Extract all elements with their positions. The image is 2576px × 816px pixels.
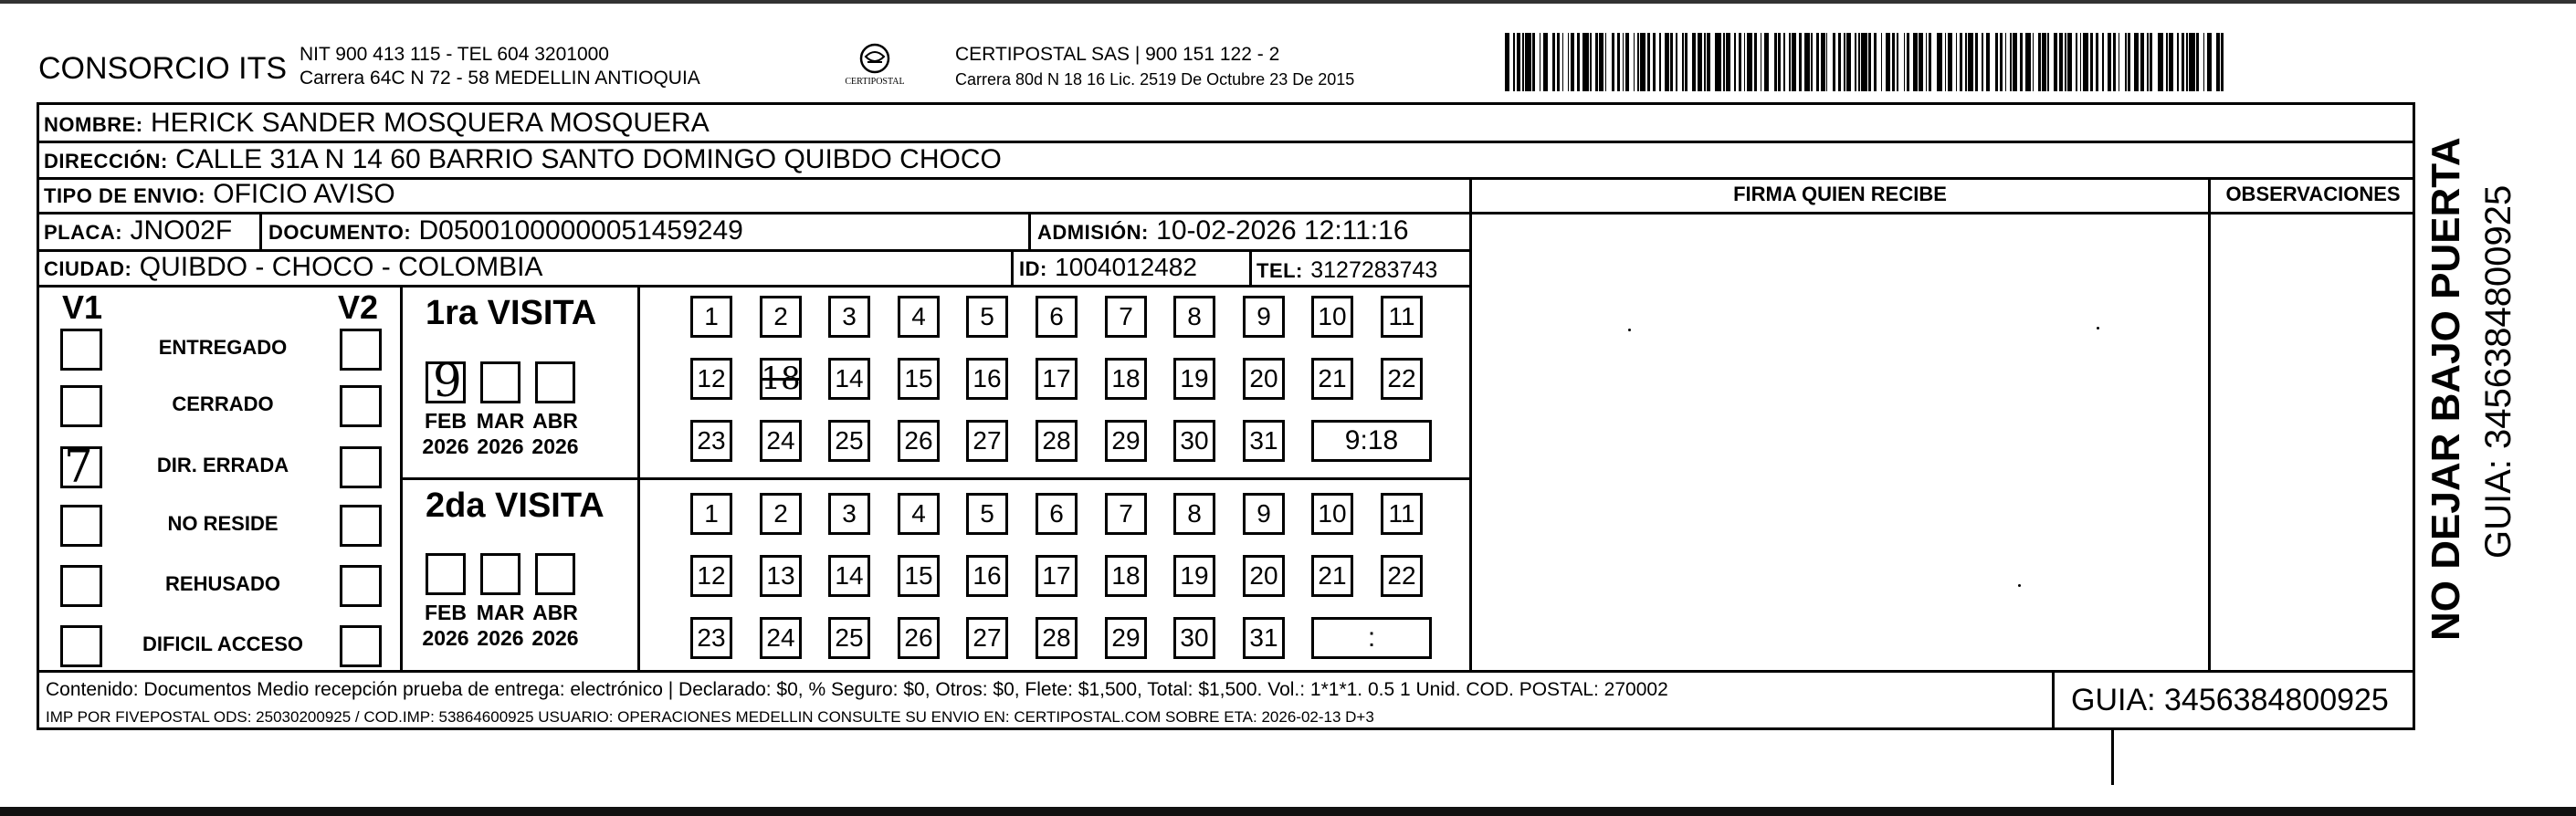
day-box: 3 <box>828 296 870 338</box>
day-box: 26 <box>898 617 940 659</box>
day-box: 30 <box>1173 420 1215 462</box>
barcode-bar <box>1904 33 1906 91</box>
barcode-bar <box>2108 33 2112 91</box>
barcode-bar <box>1582 33 1588 91</box>
barcode-bar <box>2169 33 2173 91</box>
day-box: 31 <box>1243 617 1285 659</box>
barcode-bar <box>1670 33 1673 91</box>
barcode-bar <box>2083 33 2088 91</box>
barcode-bar <box>1532 33 1535 91</box>
barcode-bar <box>1676 33 1677 91</box>
barcode-bar <box>1659 33 1661 91</box>
day-box: 28 <box>1036 617 1078 659</box>
day-box: 29 <box>1105 420 1147 462</box>
barcode-bar <box>1715 33 1720 91</box>
day-box: 20 <box>1243 358 1285 400</box>
direccion-value: CALLE 31A N 14 60 BARRIO SANTO DOMINGO QUIBDO CHOCO <box>175 144 1002 174</box>
v2-checkbox <box>340 329 382 371</box>
barcode-bar <box>2047 33 2049 91</box>
placa-sep <box>259 212 262 249</box>
barcode-bar <box>1744 33 1746 91</box>
barcode-bar <box>1552 33 1555 91</box>
barcode-bar <box>1571 33 1575 91</box>
placa-value: JNO02F <box>130 215 233 246</box>
month-checkbox <box>480 361 520 403</box>
day-box: 22 <box>1381 555 1423 597</box>
barcode-bar <box>1617 33 1620 91</box>
second-visit-title: 2da VISITA <box>426 486 605 525</box>
bottom-scan-edge <box>0 807 2576 816</box>
day-box: 8 <box>1173 296 1215 338</box>
barcode-bar <box>1599 33 1603 91</box>
v1-label: V1 <box>62 288 103 326</box>
barcode-bar <box>1625 33 1630 91</box>
barcode-bar <box>2166 33 2168 91</box>
barcode-bar <box>1634 33 1635 91</box>
month-year: 2026 <box>477 626 524 650</box>
barcode-bar <box>1804 33 1810 91</box>
barcode-bar <box>1761 33 1762 91</box>
day-box: 20 <box>1243 555 1285 597</box>
barcode-bar <box>1764 33 1769 91</box>
barcode-bar <box>1811 33 1813 91</box>
barcode-bar <box>1774 33 1777 91</box>
tipo-envio-label: TIPO DE ENVIO: <box>44 184 205 207</box>
certipostal-logo <box>840 42 909 97</box>
barcode-bar <box>1874 33 1877 91</box>
admision-label: ADMISIÓN: <box>1037 221 1149 244</box>
barcode-bar <box>1861 33 1866 91</box>
barcode-bar <box>2033 33 2035 91</box>
row-line-1 <box>37 141 2415 143</box>
barcode-bar <box>2196 33 2199 91</box>
day-box: 4 <box>898 493 940 535</box>
barcode-bar <box>1747 33 1752 91</box>
day-box: 28 <box>1036 420 1078 462</box>
month-year: 2026 <box>531 626 579 650</box>
day-box: 26 <box>898 420 940 462</box>
day-box: 10 <box>1311 296 1353 338</box>
scan-speck <box>2111 730 2114 785</box>
barcode-bar <box>2221 33 2224 91</box>
barcode-bar <box>1685 33 1688 91</box>
admision-row <box>1037 215 1409 248</box>
v2-checkbox <box>340 625 382 667</box>
barcode-bar <box>1858 33 1860 91</box>
v2-checkbox <box>340 446 382 488</box>
v2-checkbox <box>340 385 382 427</box>
day-box: 18 <box>1105 555 1147 597</box>
barcode-bar <box>1540 33 1541 91</box>
day-box: 8 <box>1173 493 1215 535</box>
v1-checkbox <box>60 565 102 607</box>
col-line-obs <box>2208 177 2211 670</box>
day-handwritten-mark: 18 <box>761 361 801 397</box>
barcode-bar <box>2005 33 2007 91</box>
v1-checkbox <box>60 505 102 547</box>
barcode-bar <box>1945 33 1947 91</box>
day-box: 12 <box>690 358 732 400</box>
carrier-address: Carrera 80d N 18 16 Lic. 2519 De Octubre 23 De 2015 <box>955 70 1355 89</box>
barcode-bar <box>1640 33 1645 91</box>
day-box: 9 <box>1243 296 1285 338</box>
barcode-bar <box>1568 33 1570 91</box>
company-name: CONSORCIO ITS <box>38 51 288 86</box>
barcode-bar <box>1855 33 1856 91</box>
barcode-bar <box>1723 33 1725 91</box>
day-box: 30 <box>1173 617 1215 659</box>
day-box: 25 <box>828 420 870 462</box>
barcode-bar <box>2042 33 2046 91</box>
footer-guia-text: GUIA: 3456384800925 <box>2071 683 2389 717</box>
day-box: 11 <box>1381 493 1423 535</box>
barcode-bar <box>1986 33 1991 91</box>
barcode-bar <box>1647 33 1650 91</box>
barcode-bar <box>1929 33 1931 91</box>
admision-value: 10-02-2026 12:11:16 <box>1156 215 1409 246</box>
barcode-bar <box>2080 33 2082 91</box>
barcode-bar <box>2038 33 2041 91</box>
barcode-bar <box>1517 33 1519 91</box>
time-box: : <box>1311 617 1432 659</box>
carrier-name: CERTIPOSTAL SAS | 900 151 122 - 2 <box>955 44 1280 65</box>
barcode-bar <box>1881 33 1883 91</box>
day-box: 23 <box>690 617 732 659</box>
id-label: ID: <box>1019 257 1047 280</box>
status-label: DIFICIL ACCESO <box>142 633 303 655</box>
barcode-bar <box>2054 33 2056 91</box>
barcode-bar <box>1698 33 1702 91</box>
day-box: 6 <box>1036 493 1078 535</box>
barcode-bar <box>1975 33 1978 91</box>
month-checkbox <box>480 553 520 595</box>
day-box: 27 <box>966 617 1008 659</box>
barcode-bar <box>1692 33 1697 91</box>
id-row <box>1019 252 1197 285</box>
scan-speck <box>2018 584 2021 587</box>
tipo-envio-row <box>44 179 395 212</box>
barcode-bar <box>2119 33 2120 91</box>
day-box: 21 <box>1311 358 1353 400</box>
barcode-bar <box>1965 33 1967 91</box>
status-label: ENTREGADO <box>158 336 288 359</box>
barcode-bar <box>1612 33 1614 91</box>
barcode-bar <box>1623 33 1624 91</box>
barcode-bar <box>1577 33 1580 91</box>
day-box: 22 <box>1381 358 1423 400</box>
status-label: CERRADO <box>172 392 274 415</box>
placa-row <box>44 215 232 248</box>
barcode-bar <box>1982 33 1983 91</box>
month-label: ABR <box>532 601 578 624</box>
nombre-value: HERICK SANDER MOSQUERA MOSQUERA <box>150 108 710 138</box>
day-box: 5 <box>966 296 1008 338</box>
barcode-bar <box>1682 33 1684 91</box>
barcode-bar <box>1734 33 1736 91</box>
v2-label: V2 <box>338 288 379 326</box>
barcode-bar <box>1907 33 1909 91</box>
barcode-bar <box>1525 33 1530 91</box>
barcode-bar <box>1892 33 1895 91</box>
day-box: 9 <box>1243 493 1285 535</box>
day-box: 4 <box>898 296 940 338</box>
barcode-bar <box>1778 33 1781 91</box>
footer-line-1: Contenido: Documentos Medio recepción prueba de entrega: electrónico | Declarado: $0, % Seguro: $0, Otros: $0, Flete: $1,500, Total: $1,500. Vol.: 1*1*1. 0.5 1 Unid. COD. POSTAL: 270002 <box>46 679 1668 700</box>
day-box: 2 <box>760 296 802 338</box>
barcode-bar <box>1792 33 1796 91</box>
day-box: 23 <box>690 420 732 462</box>
v1-checkbox <box>60 625 102 667</box>
barcode-bar <box>1653 33 1656 91</box>
barcode-bar <box>1595 33 1598 91</box>
barcode-bar <box>1605 33 1607 91</box>
direccion-label: DIRECCIÓN: <box>44 150 168 173</box>
tel-value: 3127283743 <box>1310 257 1438 283</box>
day-box: 12 <box>690 555 732 597</box>
barcode-bar <box>1522 33 1524 91</box>
time-box: 9:18 <box>1311 420 1432 462</box>
month-label: ABR <box>532 409 578 433</box>
id-sep <box>1011 249 1014 285</box>
nombre-label: NOMBRE: <box>44 113 143 136</box>
barcode-bar <box>1833 33 1835 91</box>
day-box: 7 <box>1105 493 1147 535</box>
barcode-bar <box>1557 33 1560 91</box>
barcode-bar <box>1844 33 1845 91</box>
barcode-bar <box>1826 33 1828 91</box>
barcode-bar <box>1868 33 1871 91</box>
month-checkbox <box>426 553 466 595</box>
barcode-bar <box>1886 33 1890 91</box>
scan-speck <box>2097 327 2099 330</box>
barcode-bar <box>1897 33 1898 91</box>
barcode-bar <box>2096 33 2098 91</box>
scan-speck <box>1628 329 1631 331</box>
day-box: 14 <box>828 358 870 400</box>
barcode-bar <box>1543 33 1548 91</box>
month-checkbox <box>535 553 575 595</box>
day-box: 1 <box>690 296 732 338</box>
day-box: 27 <box>966 420 1008 462</box>
v2-checkbox <box>340 505 382 547</box>
status-label: REHUSADO <box>165 572 280 595</box>
barcode-bar <box>2186 33 2188 91</box>
v2-checkbox <box>340 565 382 607</box>
day-box: 29 <box>1105 617 1147 659</box>
month-label: FEB <box>425 409 467 433</box>
status-label: DIR. ERRADA <box>156 454 289 476</box>
barcode-bar <box>2025 33 2031 91</box>
barcode-bar <box>1913 33 1918 91</box>
observaciones-header: OBSERVACIONES <box>2225 183 2401 205</box>
month-year: 2026 <box>422 434 469 458</box>
day-box: 5 <box>966 493 1008 535</box>
month-label: MAR <box>476 409 525 433</box>
barcode-bar <box>1590 33 1592 91</box>
day-box: 18 <box>1105 358 1147 400</box>
day-box: 21 <box>1311 555 1353 597</box>
month-label: FEB <box>425 601 467 624</box>
day-box: 15 <box>898 555 940 597</box>
barcode-bar <box>1838 33 1841 91</box>
day-box: 24 <box>760 617 802 659</box>
id-value: 1004012482 <box>1055 253 1197 281</box>
day-box: 6 <box>1036 296 1078 338</box>
barcode-bar <box>2177 33 2179 91</box>
barcode-bar <box>1926 33 1928 91</box>
v1-handwritten-mark: 7 <box>64 440 93 493</box>
barcode-bar <box>2125 33 2127 91</box>
day-box: 10 <box>1311 493 1353 535</box>
barcode-bar <box>1665 33 1669 91</box>
barcode-bar <box>1937 33 1942 91</box>
v1-checkbox <box>60 329 102 371</box>
barcode-bar <box>1513 33 1515 91</box>
company-address: Carrera 64C N 72 - 58 MEDELLIN ANTIOQUIA <box>300 68 700 89</box>
day-box: 19 <box>1173 555 1215 597</box>
barcode-bar <box>1919 33 1923 91</box>
barcode-bar <box>2113 33 2116 91</box>
day-box: 3 <box>828 493 870 535</box>
barcode-bar <box>2059 33 2062 91</box>
barcode-bar <box>2134 33 2139 91</box>
day-box: 19 <box>1173 358 1215 400</box>
logo-text: CERTIPOSTAL <box>845 77 905 87</box>
barcode-bar <box>2010 33 2012 91</box>
barcode-bar <box>2020 33 2023 91</box>
firma-header: FIRMA QUIEN RECIBE <box>1733 183 1947 205</box>
placa-label: PLACA: <box>44 221 123 244</box>
day-box: 25 <box>828 617 870 659</box>
documento-value: D05001000000051459249 <box>418 215 743 246</box>
barcode-bar <box>2000 33 2003 91</box>
barcode-bar <box>1739 33 1741 91</box>
col-line-firma <box>1469 177 1472 670</box>
side-warning: NO DEJAR BAJO PUERTA <box>2424 137 2468 641</box>
day-box: 14 <box>828 555 870 597</box>
barcode-bar <box>2158 33 2163 91</box>
barcode-bar <box>2065 33 2066 91</box>
nombre-row <box>44 108 710 141</box>
ciudad-value: QUIBDO - CHOCO - COLOMBIA <box>139 252 543 282</box>
day-box <box>760 358 802 400</box>
barcode-bar <box>1783 33 1785 91</box>
barcode-bar <box>2216 33 2219 91</box>
ciudad-row <box>44 252 542 285</box>
barcode-bar <box>1637 33 1639 91</box>
barcode-bar <box>2207 33 2212 91</box>
day-box: 1 <box>690 493 732 535</box>
barcode-bar <box>2128 33 2130 91</box>
tipo-envio-value: OFICIO AVISO <box>213 179 395 209</box>
direccion-row <box>44 144 1002 177</box>
barcode-bar <box>2140 33 2145 91</box>
barcode-bar <box>1995 33 1998 91</box>
barcode-bar <box>2076 33 2077 91</box>
barcode-bar <box>2150 33 2152 91</box>
barcode-bar <box>2203 33 2205 91</box>
tel-sep <box>1249 249 1252 285</box>
day-box: 31 <box>1243 420 1285 462</box>
tel-row <box>1256 254 1437 287</box>
status-label: NO RESIDE <box>167 512 279 535</box>
day-box: 15 <box>898 358 940 400</box>
barcode-bar <box>2067 33 2072 91</box>
barcode-bar <box>1789 33 1791 91</box>
barcode-bar <box>2182 33 2184 91</box>
barcode-bar <box>1948 33 1952 91</box>
barcode-bar <box>1754 33 1757 91</box>
barcode-bar <box>1707 33 1709 91</box>
barcode <box>1505 33 2234 91</box>
top-scan-edge <box>0 0 2576 4</box>
firma-header-line <box>1469 212 2415 214</box>
barcode-bar <box>2013 33 2017 91</box>
barcode-bar <box>1704 33 1706 91</box>
day-box: 17 <box>1036 555 1078 597</box>
barcode-bar <box>2147 33 2149 91</box>
day-box: 11 <box>1381 296 1423 338</box>
barcode-bar <box>1505 33 1509 91</box>
barcode-bar <box>2102 33 2104 91</box>
company-nit: NIT 900 413 115 - TEL 604 3201000 <box>300 44 609 65</box>
documento-row <box>268 215 743 248</box>
month-checkbox <box>535 361 575 403</box>
barcode-bar <box>1960 33 1962 91</box>
tel-label: TEL: <box>1256 259 1303 282</box>
month-year: 2026 <box>477 434 524 458</box>
day-box: 7 <box>1105 296 1147 338</box>
month-year: 2026 <box>531 434 579 458</box>
barcode-bar <box>1968 33 1973 91</box>
barcode-bar <box>1726 33 1730 91</box>
ciudad-label: CIUDAD: <box>44 257 132 280</box>
month-year: 2026 <box>422 626 469 650</box>
barcode-bar <box>1562 33 1564 91</box>
admision-sep <box>1028 212 1031 249</box>
side-guia: GUIA: 3456384800925 <box>2478 184 2518 559</box>
barcode-bar <box>2090 33 2093 91</box>
day-box: 16 <box>966 358 1008 400</box>
month-handwritten-mark: 9 <box>433 354 462 407</box>
documento-label: DOCUMENTO: <box>268 221 412 244</box>
footer-line-2: IMP POR FIVEPOSTAL ODS: 25030200925 / COD.IMP: 53864600925 USUARIO: OPERACIONES MEDELLIN CONSULTE SU ENVIO EN: CERTIPOSTAL.COM SOBRE ETA: 2026-02-13 D+3 <box>46 708 1374 726</box>
barcode-bar <box>1956 33 1958 91</box>
day-box: 24 <box>760 420 802 462</box>
day-box: 2 <box>760 493 802 535</box>
day-box: 17 <box>1036 358 1078 400</box>
barcode-bar <box>1846 33 1851 91</box>
barcode-bar <box>2189 33 2194 91</box>
month-label: MAR <box>476 601 525 624</box>
barcode-bar <box>1799 33 1802 91</box>
barcode-bar <box>1821 33 1825 91</box>
v1-checkbox <box>60 385 102 427</box>
day-box: 13 <box>760 555 802 597</box>
visit-sep <box>400 477 1470 480</box>
barcode-bar <box>1816 33 1819 91</box>
first-visit-title: 1ra VISITA <box>426 294 597 332</box>
day-box: 16 <box>966 555 1008 597</box>
